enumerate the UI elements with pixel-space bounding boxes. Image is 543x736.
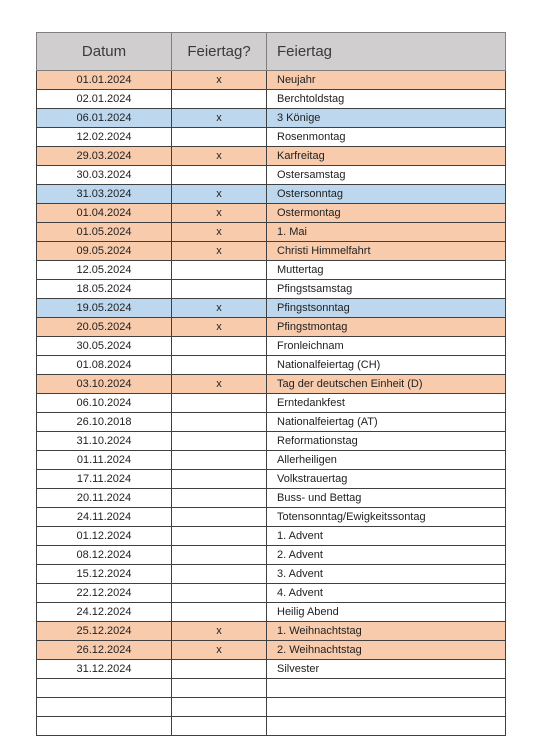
holiday-name-cell[interactable]: Ostersonntag xyxy=(267,185,506,204)
date-cell[interactable]: 12.05.2024 xyxy=(37,261,172,280)
table-row xyxy=(37,375,506,394)
holiday-flag-cell[interactable] xyxy=(172,717,267,736)
holiday-flag-cell[interactable] xyxy=(172,261,267,280)
date-cell[interactable] xyxy=(37,679,172,698)
table-row xyxy=(37,603,506,622)
holiday-name-cell[interactable]: Ostersamstag xyxy=(267,166,506,185)
holiday-table xyxy=(36,32,506,736)
date-cell[interactable]: 20.11.2024 xyxy=(37,489,172,508)
holiday-flag-cell[interactable] xyxy=(172,660,267,679)
table-row xyxy=(37,128,506,147)
holiday-flag-cell[interactable]: x xyxy=(172,375,267,394)
table-row xyxy=(37,109,506,128)
holiday-flag-cell[interactable] xyxy=(172,166,267,185)
table-row xyxy=(37,223,506,242)
date-cell[interactable]: 06.10.2024 xyxy=(37,394,172,413)
date-cell[interactable]: 26.12.2024 xyxy=(37,641,172,660)
holiday-name-cell[interactable]: Pfingstmontag xyxy=(267,318,506,337)
date-cell[interactable]: 12.02.2024 xyxy=(37,128,172,147)
table-row xyxy=(37,185,506,204)
date-cell[interactable]: 31.10.2024 xyxy=(37,432,172,451)
holiday-name-cell[interactable]: Totensonntag/Ewigkeitssontag xyxy=(267,508,506,527)
table-row xyxy=(37,546,506,565)
date-cell[interactable]: 06.01.2024 xyxy=(37,109,172,128)
date-cell[interactable]: 08.12.2024 xyxy=(37,546,172,565)
holiday-name-cell[interactable]: Allerheiligen xyxy=(267,451,506,470)
holiday-name-cell[interactable]: Silvester xyxy=(267,660,506,679)
holiday-name-cell[interactable]: Neujahr xyxy=(267,71,506,90)
holiday-name-cell[interactable]: Tag der deutschen Einheit (D) xyxy=(267,375,506,394)
date-cell[interactable]: 20.05.2024 xyxy=(37,318,172,337)
table-row xyxy=(37,489,506,508)
holiday-name-cell[interactable]: Erntedankfest xyxy=(267,394,506,413)
table-row xyxy=(37,660,506,679)
holiday-name-cell[interactable]: Volkstrauertag xyxy=(267,470,506,489)
holiday-flag-cell[interactable]: x xyxy=(172,242,267,261)
table-row xyxy=(37,413,506,432)
date-cell[interactable]: 01.04.2024 xyxy=(37,204,172,223)
table-row xyxy=(37,717,506,736)
holiday-flag-cell[interactable]: x xyxy=(172,641,267,660)
date-cell[interactable]: 02.01.2024 xyxy=(37,90,172,109)
date-cell[interactable]: 31.12.2024 xyxy=(37,660,172,679)
holiday-flag-cell[interactable]: x xyxy=(172,185,267,204)
table-row xyxy=(37,261,506,280)
table-body xyxy=(37,71,506,736)
date-cell[interactable]: 01.11.2024 xyxy=(37,451,172,470)
holiday-flag-cell[interactable]: x xyxy=(172,622,267,641)
table-row xyxy=(37,147,506,166)
table-row xyxy=(37,641,506,660)
header-holiday-name[interactable]: Feiertag xyxy=(267,33,506,71)
holiday-flag-cell[interactable] xyxy=(172,394,267,413)
table-row xyxy=(37,337,506,356)
date-cell[interactable]: 01.01.2024 xyxy=(37,71,172,90)
holiday-name-cell[interactable] xyxy=(267,717,506,736)
table-row xyxy=(37,679,506,698)
date-cell[interactable]: 09.05.2024 xyxy=(37,242,172,261)
table-row xyxy=(37,394,506,413)
date-cell[interactable] xyxy=(37,717,172,736)
date-cell[interactable]: 30.05.2024 xyxy=(37,337,172,356)
holiday-flag-cell[interactable] xyxy=(172,451,267,470)
holiday-name-cell[interactable]: 2. Weihnachtstag xyxy=(267,641,506,660)
header-holiday-flag[interactable]: Feiertag? xyxy=(172,33,267,71)
date-cell[interactable]: 03.10.2024 xyxy=(37,375,172,394)
date-cell[interactable]: 01.08.2024 xyxy=(37,356,172,375)
table-row xyxy=(37,622,506,641)
table-row xyxy=(37,318,506,337)
holiday-flag-cell[interactable] xyxy=(172,603,267,622)
holiday-flag-cell[interactable]: x xyxy=(172,318,267,337)
holiday-name-cell[interactable]: Pfingstsamstag xyxy=(267,280,506,299)
holiday-name-cell[interactable] xyxy=(267,679,506,698)
holiday-name-cell[interactable]: Fronleichnam xyxy=(267,337,506,356)
date-cell[interactable]: 30.03.2024 xyxy=(37,166,172,185)
holiday-name-cell[interactable]: Reformationstag xyxy=(267,432,506,451)
table-row xyxy=(37,432,506,451)
holiday-flag-cell[interactable] xyxy=(172,90,267,109)
holiday-flag-cell[interactable] xyxy=(172,546,267,565)
date-cell[interactable]: 31.03.2024 xyxy=(37,185,172,204)
holiday-sheet xyxy=(36,32,505,736)
table-row xyxy=(37,242,506,261)
holiday-flag-cell[interactable] xyxy=(172,565,267,584)
header-row xyxy=(37,33,506,71)
holiday-name-cell[interactable]: Heilig Abend xyxy=(267,603,506,622)
holiday-name-cell[interactable]: 2. Advent xyxy=(267,546,506,565)
holiday-flag-cell[interactable]: x xyxy=(172,147,267,166)
holiday-name-cell[interactable]: 1. Weihnachtstag xyxy=(267,622,506,641)
date-cell[interactable]: 19.05.2024 xyxy=(37,299,172,318)
date-cell[interactable] xyxy=(37,698,172,717)
holiday-flag-cell[interactable] xyxy=(172,698,267,717)
holiday-flag-cell[interactable] xyxy=(172,508,267,527)
holiday-flag-cell[interactable] xyxy=(172,280,267,299)
date-cell[interactable]: 22.12.2024 xyxy=(37,584,172,603)
holiday-flag-cell[interactable] xyxy=(172,470,267,489)
date-cell[interactable]: 26.10.2018 xyxy=(37,413,172,432)
holiday-name-cell[interactable]: 3 Könige xyxy=(267,109,506,128)
holiday-name-cell[interactable]: Pfingstsonntag xyxy=(267,299,506,318)
date-cell[interactable]: 17.11.2024 xyxy=(37,470,172,489)
holiday-name-cell[interactable]: 4. Advent xyxy=(267,584,506,603)
date-cell[interactable]: 29.03.2024 xyxy=(37,147,172,166)
table-row xyxy=(37,90,506,109)
holiday-flag-cell[interactable] xyxy=(172,432,267,451)
table-row xyxy=(37,451,506,470)
holiday-name-cell[interactable]: Christi Himmelfahrt xyxy=(267,242,506,261)
holiday-flag-cell[interactable] xyxy=(172,337,267,356)
date-cell[interactable]: 01.05.2024 xyxy=(37,223,172,242)
table-row xyxy=(37,470,506,489)
table-row xyxy=(37,698,506,717)
date-cell[interactable]: 24.12.2024 xyxy=(37,603,172,622)
date-cell[interactable]: 01.12.2024 xyxy=(37,527,172,546)
table-row xyxy=(37,508,506,527)
holiday-flag-cell[interactable] xyxy=(172,356,267,375)
holiday-name-cell[interactable]: Karfreitag xyxy=(267,147,506,166)
date-cell[interactable]: 25.12.2024 xyxy=(37,622,172,641)
holiday-name-cell[interactable] xyxy=(267,698,506,717)
holiday-name-cell[interactable]: Nationalfeiertag (CH) xyxy=(267,356,506,375)
date-cell[interactable]: 15.12.2024 xyxy=(37,565,172,584)
table-row xyxy=(37,565,506,584)
holiday-flag-cell[interactable] xyxy=(172,489,267,508)
holiday-flag-cell[interactable]: x xyxy=(172,71,267,90)
table-row xyxy=(37,584,506,603)
holiday-name-cell[interactable]: Rosenmontag xyxy=(267,128,506,147)
holiday-flag-cell[interactable]: x xyxy=(172,204,267,223)
holiday-flag-cell[interactable] xyxy=(172,128,267,147)
holiday-flag-cell[interactable]: x xyxy=(172,299,267,318)
holiday-name-cell[interactable]: Buss- und Bettag xyxy=(267,489,506,508)
holiday-name-cell[interactable]: 1. Advent xyxy=(267,527,506,546)
holiday-name-cell[interactable]: Muttertag xyxy=(267,261,506,280)
date-cell[interactable]: 18.05.2024 xyxy=(37,280,172,299)
holiday-flag-cell[interactable] xyxy=(172,413,267,432)
table-row xyxy=(37,356,506,375)
holiday-name-cell[interactable]: Ostermontag xyxy=(267,204,506,223)
holiday-name-cell[interactable]: 3. Advent xyxy=(267,565,506,584)
holiday-flag-cell[interactable] xyxy=(172,584,267,603)
holiday-flag-cell[interactable] xyxy=(172,679,267,698)
holiday-name-cell[interactable]: Berchtoldstag xyxy=(267,90,506,109)
holiday-flag-cell[interactable] xyxy=(172,527,267,546)
date-cell[interactable]: 24.11.2024 xyxy=(37,508,172,527)
table-row xyxy=(37,71,506,90)
table-row xyxy=(37,204,506,223)
holiday-name-cell[interactable]: Nationalfeiertag (AT) xyxy=(267,413,506,432)
table-row xyxy=(37,299,506,318)
header-date[interactable]: Datum xyxy=(37,33,172,71)
table-row xyxy=(37,166,506,185)
table-row xyxy=(37,280,506,299)
table-row xyxy=(37,527,506,546)
holiday-flag-cell[interactable]: x xyxy=(172,109,267,128)
holiday-flag-cell[interactable]: x xyxy=(172,223,267,242)
holiday-name-cell[interactable]: 1. Mai xyxy=(267,223,506,242)
